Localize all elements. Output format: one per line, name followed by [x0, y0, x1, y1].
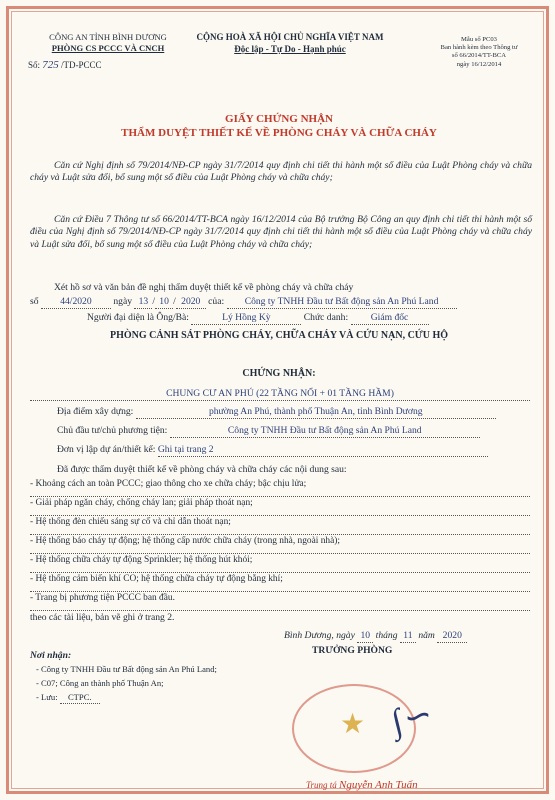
form-note1: Ban hành kèm theo Thông tư [440, 44, 518, 52]
agency-line1: CÔNG AN TỈNH BÌNH DƯƠNG [49, 32, 167, 42]
rep-name: Lý Hồng Kỳ [191, 312, 301, 325]
recipient-3-label: - Lưu: [36, 692, 58, 702]
country-line1: CỘNG HOÀ XÃ HỘI CHỦ NGHĨA VIỆT NAM [196, 32, 384, 42]
signer-line [306, 778, 418, 792]
year-label: năm [418, 630, 435, 641]
issuing-agency [28, 32, 188, 72]
form-code: Mẫu số PC03 [461, 36, 497, 43]
location-label: Địa điểm xây dựng: [57, 406, 134, 417]
form-code-block [422, 36, 536, 69]
certificate-subtitle: THẨM DUYỆT THIẾT KẾ VỀ PHÒNG CHÁY VÀ CHỮA CHÁY [121, 127, 437, 139]
sign-year: 2020 [437, 630, 467, 643]
recipients-title: Nơi nhận: [30, 650, 72, 661]
legal-basis-1: Căn cứ Nghị định số 79/2014/NĐ-CP ngày 31/7/2014 quy định chi tiết thi hành một số điều của Luật Phòng cháy và chữa cháy và Luật sửa đổi, bổ sung một số điều của Luật Phòng cháy và chữa cháy; [30, 160, 532, 184]
certifies-heading: CHỨNG NHẬN: [242, 368, 316, 379]
place-date [284, 630, 467, 643]
approved-items-list [30, 478, 530, 611]
request-month: 10 [155, 296, 173, 309]
number-suffix: /TD-PCCC [61, 60, 102, 70]
representative-line [87, 312, 429, 325]
approved-item: - Hệ thống cảm biến khí CO; hệ thống chữa cháy tự động bằng khí; [30, 573, 530, 592]
approved-item: - Giải pháp ngăn cháy, chống cháy lan; giải pháp thoát nạn; [30, 497, 530, 516]
owner-line [57, 425, 480, 438]
number-label: Số: [28, 60, 41, 70]
designer-value: Ghi tại trang 2 [158, 444, 488, 457]
authority-name: PHÒNG CẢNH SÁT PHÒNG CHÁY, CHỮA CHÁY VÀ CỨU NẠN, CỨU HỘ [109, 330, 449, 341]
request-date-label: ngày [113, 296, 132, 307]
signer-label: Trung tá [306, 780, 337, 790]
position-value: Giám đốc [351, 312, 429, 325]
request-line: số 44/2020 ngày 13 / 10 / 2020 của: Công ty TNHH Đầu tư Bất động sản An Phú Land [30, 296, 457, 309]
approved-item: - Khoảng cách an toàn PCCC; giao thông cho xe chữa cháy; bậc chịu lửa; [30, 478, 530, 497]
request-no-label: số [30, 296, 39, 307]
country-line2: Độc lập - Tự Do - Hạnh phúc [234, 43, 346, 54]
legal-basis-2: Căn cứ Điều 7 Thông tư số 66/2014/TT-BCA ngày 16/12/2014 của Bộ trưởng Bộ Công an quy định chi tiết thi hành một số điều của Nghị định số 79/2014/NĐ-CP ngày 31/7/2014 quy định chi tiết thi hành một số điều của Luật Phòng cháy và chữa cháy và Luật sửa đổi, bổ sung một số điều của Luật Phòng cháy và chữa cháy; [30, 214, 532, 250]
form-note3: ngày 16/12/2014 [456, 60, 502, 68]
agency-line2: PHÒNG CS PCCC VÀ CNCH [51, 43, 165, 53]
seal-emblem-icon: ★ [340, 709, 366, 740]
attachment-note: theo các tài liệu, bản vẽ ghi ở trang 2. [30, 612, 175, 623]
place-date-prefix: Bình Dương, ngày [284, 630, 355, 641]
location-value: phường An Phú, thành phố Thuận An, tỉnh Bình Dương [136, 406, 496, 419]
position-label: Chức danh: [303, 312, 349, 323]
sign-month: 11 [400, 630, 416, 643]
number-value: 725 [42, 59, 59, 71]
rep-label: Người đại diện là Ông/Bà: [87, 312, 189, 323]
request-of-label: của: [208, 296, 225, 307]
approved-item: - Hệ thống đèn chiếu sáng sự cố và chỉ dẫn thoát nạn; [30, 516, 530, 535]
project-name-value: CHUNG CƯ AN PHÚ (22 TẦNG NỔI + 01 TẦNG HẦM) [166, 388, 394, 399]
month-label: tháng [375, 630, 398, 641]
form-note2: số 66/2014/TT-BCA [451, 52, 507, 60]
recipient-3 [36, 692, 100, 704]
approved-intro: Đã được thẩm duyệt thiết kế về phòng cháy và chữa cháy các nội dung sau: [57, 464, 347, 475]
approved-item: - Hệ thống báo cháy tự động; hệ thống cấp nước chữa cháy (trong nhà, ngoài nhà); [30, 535, 530, 554]
certificate-title: GIẤY CHỨNG NHẬN [225, 113, 333, 125]
approved-item: - Trang bị phương tiện PCCC ban đầu. [30, 592, 530, 611]
approved-item: - Hệ thống chữa cháy tự động Sprinkler; hệ thống hút khói; [30, 554, 530, 573]
designer-label: Đơn vị lập dự án/thiết kế: [57, 444, 156, 455]
designer-line [57, 444, 488, 457]
signer-name: Nguyễn Anh Tuấn [339, 779, 418, 791]
owner-value: Công ty TNHH Đầu tư Bất động sản An Phú Land [170, 425, 480, 438]
sign-day: 10 [357, 630, 373, 643]
recipient-3-value: CTPC. [60, 692, 100, 704]
document-number [28, 58, 188, 72]
review-statement: Xét hồ sơ và văn bản đề nghị thẩm duyệt thiết kế về phòng cháy và chữa cháy [54, 282, 354, 293]
request-no-value: 44/2020 [41, 296, 111, 309]
request-day: 13 [134, 296, 152, 309]
request-company: Công ty TNHH Đầu tư Bất động sản An Phú Land [227, 296, 457, 309]
project-name [30, 388, 530, 401]
national-header [182, 32, 398, 55]
recipient-1: - Công ty TNHH Đầu tư Bất động sản An Phú Land; [36, 664, 217, 674]
recipient-2: - C07; Công an thành phố Thuận An; [36, 678, 164, 688]
owner-label: Chủ đầu tư/chủ phương tiện: [57, 425, 168, 436]
signature-scribble: ∫∽ [388, 695, 434, 742]
request-year: 2020 [176, 296, 206, 309]
location-line [57, 406, 496, 419]
chief-title: TRƯỞNG PHÒNG [312, 645, 393, 656]
